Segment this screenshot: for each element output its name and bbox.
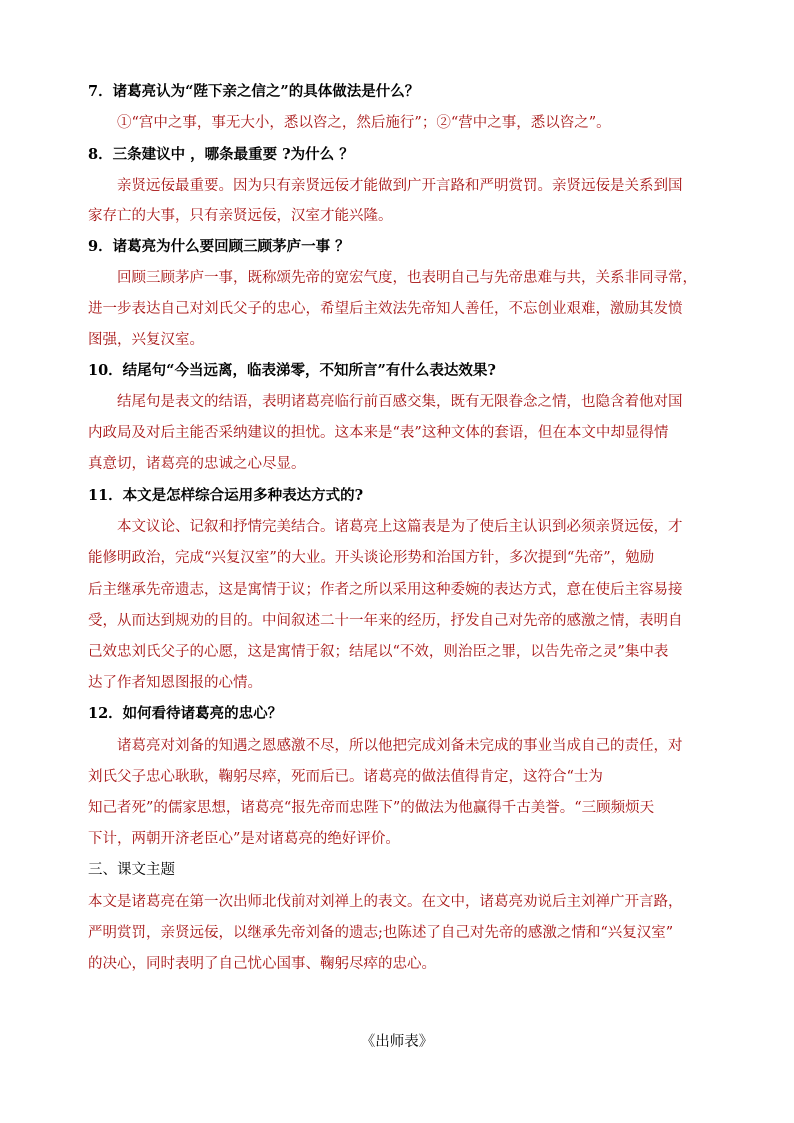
q11-answer-line-3: 后主继承先帝遗志，这是寓情于议；作者之所以采用这种委婉的表达方式，意在使后主容易接 — [88, 582, 683, 598]
q10-question: 10．结尾句“今当远离，临表涕零，不知所言”有什么表达效果? — [88, 362, 496, 379]
q10-answer-line-2: 内政局及对后主能否采纳建议的担忧。这本来是“表”这种文体的套语，但在本文中却显得情 — [88, 425, 669, 441]
q11-answer-line-4: 受，从而达到规劝的目的。中间叙述二十一年来的经历，抒发自己对先帝的感激之情，表明自 — [88, 613, 683, 629]
q9-answer-line-2: 进一步表达自己对刘氏父子的忠心，希望后主效法先帝知人善任，不忘创业艰难，激励其发愤 — [88, 301, 683, 317]
theme-text-line-1: 本文是诸葛亮在第一次出师北伐前对刘禅上的表文。在文中，诸葛亮劝说后主刘禅广开言路， — [88, 894, 683, 910]
q12-question: 12．如何看待诸葛亮的忠心？ — [88, 705, 283, 722]
q11-answer-line-1: 本文议论、记叙和抒情完美结合。诸葛亮上这篇表是为了使后主认识到必须亲贤远佞，才 — [117, 519, 683, 535]
q7-answer-line-1: ①“宫中之事，事无大小，悉以咨之，然后施行”；②“营中之事，悉以咨之”。 — [117, 115, 611, 131]
q8-answer-line-2: 家存亡的大事，只有亲贤远佞，汉室才能兴隆。 — [88, 208, 393, 224]
q12-answer-line-4: 下计，两朝开济老臣心”是对诸葛亮的绝好评价。 — [88, 831, 400, 847]
q8-answer-line-1: 亲贤远佞最重要。因为只有亲贤远佞才能做到广开言路和严明赏罚。亲贤远佞是关系到国 — [117, 178, 683, 194]
q10-answer-line-1: 结尾句是表文的结语，表明诸葛亮临行前百感交集，既有无限眷念之情，也隐含着他对国 — [117, 394, 683, 410]
theme-text-line-2: 严明赏罚，亲贤远佞，以继承先帝刘备的遗志;也陈述了自己对先帝的感激之情和“兴复汉室” — [88, 925, 674, 941]
q9-answer-line-1: 回顾三顾茅庐一事，既称颂先帝的宽宏气度，也表明自己与先帝患难与共，关系非同寻常， — [117, 270, 697, 286]
footer-title: 《出师表》 — [360, 1033, 434, 1050]
q12-answer-line-3: 知己者死”的儒家思想，诸葛亮“报先帝而忠陛下”的做法为他赢得千古美誉。“三顾频烦天 — [88, 800, 655, 816]
q7-question: 7．诸葛亮认为“陛下亲之信之”的具体做法是什么？ — [88, 83, 420, 100]
q8-question: 8．三条建议中 ，哪条最重要 ?为什么 ？ — [88, 146, 354, 163]
q11-question: 11．本文是怎样综合运用多种表达方式的? — [88, 487, 364, 504]
q12-answer-line-2: 刘氏父子忠心耿耿，鞠躬尽瘁，死而后已。诸葛亮的做法值得肯定，这符合“士为 — [88, 769, 603, 785]
q10-answer-line-3: 真意切，诸葛亮的忠诚之心尽显。 — [88, 456, 306, 472]
q11-answer-line-5: 己效忠刘氏父子的心愿，这是寓情于叙；结尾以“不效，则治臣之罪，以告先帝之灵”集中表 — [88, 644, 669, 660]
theme-text-line-3: 的决心，同时表明了自己忧心国事、鞠躬尽瘁的忠心。 — [88, 956, 436, 972]
section-heading-theme: 三、课文主题 — [88, 862, 175, 878]
q12-answer-line-1: 诸葛亮对刘备的知遇之恩感激不尽，所以他把完成刘备未完成的事业当成自己的责任，对 — [117, 738, 683, 754]
q11-answer-line-6: 达了作者知恩图报的心情。 — [88, 675, 262, 691]
q9-answer-line-3: 图强，兴复汉室。 — [88, 332, 204, 348]
q9-question: 9．诸葛亮为什么要回顾三顾茅庐一事 ？ — [88, 238, 350, 255]
q11-answer-line-2: 能修明政治，完成“兴复汉室”的大业。开头谈论形势和治国方针，多次提到“先帝”，勉励 — [88, 550, 655, 566]
